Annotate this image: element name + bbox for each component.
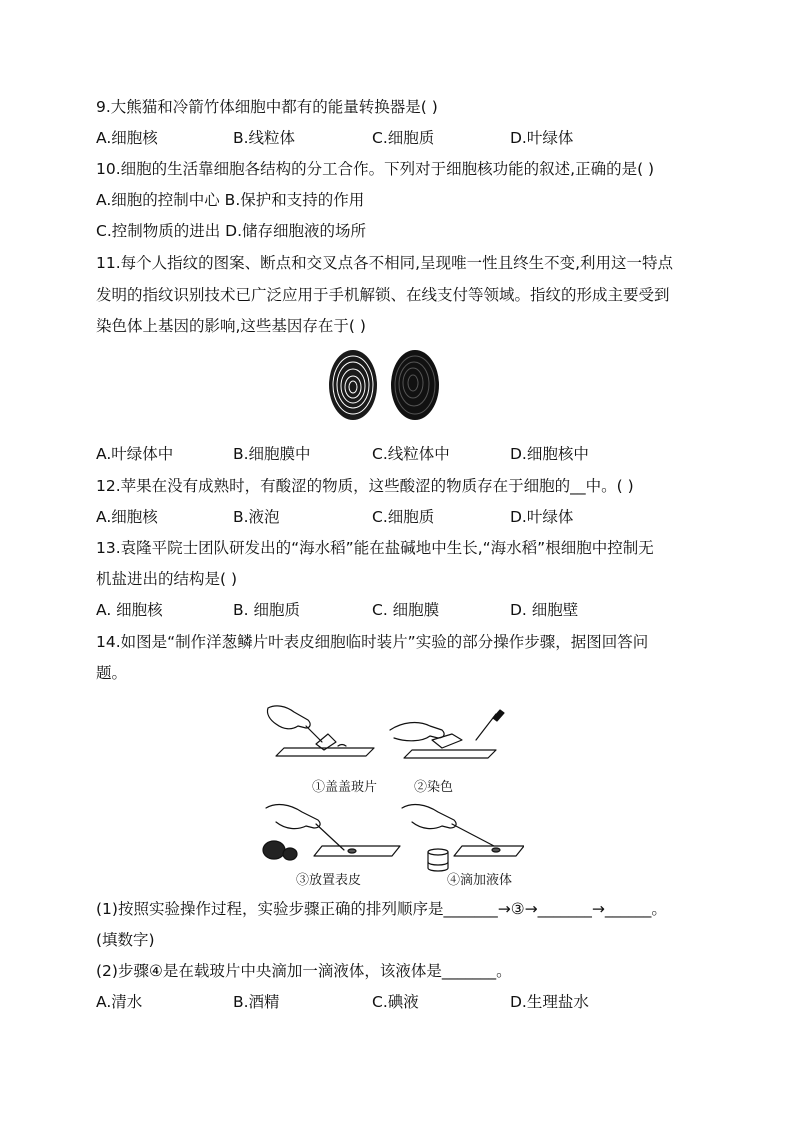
- q14-sub2-option-c: C.碘液: [372, 993, 419, 1011]
- q10-options-line1: A.细胞的控制中心 B.保护和支持的作用: [96, 191, 365, 209]
- q11-option-b: B.细胞膜中: [233, 445, 311, 463]
- q13-option-c: C. 细胞膜: [372, 601, 440, 619]
- q10-options-line2: C.控制物质的进出 D.储存细胞液的场所: [96, 222, 367, 240]
- q13-option-a: A. 细胞核: [96, 601, 163, 619]
- q14-sub2-stem: (2)步骤④是在载玻片中央滴加一滴液体，该液体是_______。: [96, 962, 512, 980]
- fingerprint-icon: [329, 350, 377, 420]
- q9-option-a: A.细胞核: [96, 129, 158, 147]
- q11-stem-line1: 11.每个人指纹的图案、断点和交叉点各不相同,呈现唯一性且终生不变,利用这一特点: [96, 254, 674, 272]
- q12-option-b: B.液泡: [233, 508, 280, 526]
- step2-staining-drawing: [390, 710, 504, 758]
- q11-stem-line3: 染色体上基因的影响,这些基因存在于( ): [96, 317, 366, 335]
- q14-sub1-line2: (填数字): [96, 931, 155, 949]
- q14-stem-line2: 题。: [96, 664, 128, 682]
- q9-option-d: D.叶绿体: [510, 129, 574, 147]
- q12-option-d: D.叶绿体: [510, 508, 574, 526]
- q9-stem: 9.大熊猫和冷箭竹体细胞中都有的能量转换器是( ): [96, 98, 438, 116]
- q12-stem: 12.苹果在没有成熟时，有酸涩的物质，这些酸涩的物质存在于细胞的__中。( ): [96, 477, 634, 495]
- step3-epidermis-drawing: [263, 805, 400, 860]
- q13-stem-line2: 机盐进出的结构是( ): [96, 570, 238, 588]
- q14-sub1-line1: (1)按照实验操作过程，实验步骤正确的排列顺序是_______→③→_______→______。: [96, 900, 667, 918]
- q9-option-c: C.细胞质: [372, 129, 435, 147]
- q13-option-b: B. 细胞质: [233, 601, 300, 619]
- q14-sub2-option-d: D.生理盐水: [510, 993, 589, 1011]
- q14-sub2-option-a: A.清水: [96, 993, 143, 1011]
- q12-option-c: C.细胞质: [372, 508, 435, 526]
- q12-option-a: A.细胞核: [96, 508, 158, 526]
- fingerprint-icon: [391, 350, 439, 420]
- q11-stem-line2: 发明的指纹识别技术已广泛应用于手机解锁、在线支付等领域。指纹的形成主要受到: [96, 286, 670, 304]
- q11-option-c: C.线粒体中: [372, 445, 450, 463]
- q13-option-d: D. 细胞壁: [510, 601, 579, 619]
- step4-dropping-liquid-drawing: [402, 805, 524, 871]
- figure-caption-step4: ④滴加液体: [447, 873, 513, 888]
- figure-caption-step2: ②染色: [414, 780, 454, 795]
- q14-stem-line1: 14.如图是“制作洋葱鳞片叶表皮细胞临时装片”实验的部分操作步骤，据图回答问: [96, 633, 649, 651]
- q14-sub2-option-b: B.酒精: [233, 993, 280, 1011]
- q11-option-a: A.叶绿体中: [96, 445, 174, 463]
- step1-cover-slip-drawing: [267, 706, 374, 756]
- q11-option-d: D.细胞核中: [510, 445, 589, 463]
- slide-preparation-figure: [262, 700, 524, 890]
- q10-stem: 10.细胞的生活靠细胞各结构的分工合作。下列对于细胞核功能的叙述,正确的是( ): [96, 160, 655, 178]
- q13-stem-line1: 13.袁隆平院士团队研发出的“海水稻”能在盐碱地中生长,“海水稻”根细胞中控制无: [96, 539, 654, 557]
- q9-option-b: B.线粒体: [233, 129, 296, 147]
- figure-caption-step3: ③放置表皮: [296, 873, 362, 888]
- figure-caption-step1: ①盖盖玻片: [312, 780, 378, 795]
- fingerprint-figure: [325, 345, 443, 425]
